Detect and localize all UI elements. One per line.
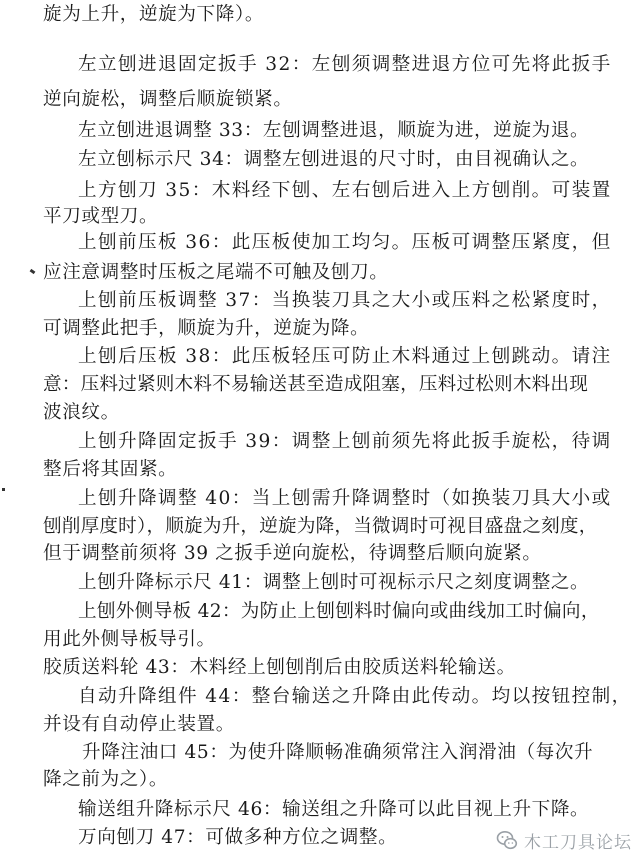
watermark-text: 木工刀具论坛 [524, 832, 632, 853]
watermark [496, 828, 632, 852]
text-line: 降之前为之）。 [43, 769, 169, 790]
scan-mark [30, 269, 36, 274]
text-line: 上方刨刀 35：木料经下刨、左右刨后进入上方刨削。可装置 [78, 180, 612, 201]
text-line: 刨削厚度时），顺旋为升，逆旋为降，当微调时可视目盛盘之刻度， [43, 516, 598, 537]
text-line: 胶质送料轮 43：木料经上刨刨削后由胶质送料轮输送。 [43, 657, 516, 678]
text-line: 上刨升降调整 40：当上刨需升降调整时（如换装刀具大小或 [78, 488, 612, 509]
text-line: 输送组升降标示尺 46：输送组之升降可以此目视上升下降。 [78, 799, 590, 820]
text-line: 自动升降组件 44：整台输送之升降由此传动。均以按钮控制， [78, 686, 632, 707]
text-line: 逆向旋松，调整后顺旋锁紧。 [43, 89, 293, 110]
text-line: 万向刨刀 47：可做多种方位之调整。 [78, 827, 398, 848]
text-line: 左立刨进退固定扳手 32：左刨须调整进退方位可先将此扳手 [78, 54, 612, 75]
text-line: 用此外侧导板导引。 [43, 629, 216, 650]
text-line: 但于调整前须将 39 之扳手逆向旋松，待调整后顺向旋紧。 [43, 543, 542, 564]
text-line: 上刨升降标示尺 41：调整上刨时可视标示尺之刻度调整之。 [78, 572, 590, 593]
text-line: 波浪纹。 [43, 402, 120, 423]
text-line: 升降注油口 45：为使升降顺畅准确须常注入润滑油（每次升 [82, 742, 594, 763]
text-line: 平刀或型刀。 [43, 206, 159, 227]
text-line: 上刨后压板 38：此压板轻压可防止木料通过上刨跳动。请注 [78, 346, 612, 367]
text-line: 旋为上升，逆旋为下降）。 [43, 4, 265, 25]
text-line: 整后将其固紧。 [43, 459, 178, 480]
text-line: 上刨前压板 36：此压板使加工均匀。压板可调整压紧度，但 [78, 232, 612, 253]
scan-mark [2, 488, 5, 491]
text-line: 可调整此把手，顺旋为升，逆旋为降。 [43, 318, 370, 339]
text-line: 上刨升降固定扳手 39：调整上刨前须先将此扳手旋松，待调 [78, 431, 612, 452]
text-line: 并设有自动停止装置。 [43, 714, 235, 735]
text-line: 上刨前压板调整 37：当换装刀具之大小或压料之松紧度时， [78, 290, 612, 311]
text-line: 应注意调整时压板之尾端不可触及刨刀。 [43, 262, 389, 283]
text-line: 上刨外侧导板 42：为防止上刨刨料时偏向或曲线加工时偏向， [78, 601, 600, 622]
wechat-logo-icon [496, 829, 518, 851]
text-line: 左立刨标示尺 34：调整左刨进退的尺寸时，由目视确认之。 [78, 149, 590, 170]
text-line: 左立刨进退调整 33：左刨调整进退，顺旋为进，逆旋为退。 [78, 120, 590, 141]
text-line: 意：压料过紧则木料不易输送甚至造成阻塞，压料过松则木料出现 [43, 374, 589, 395]
